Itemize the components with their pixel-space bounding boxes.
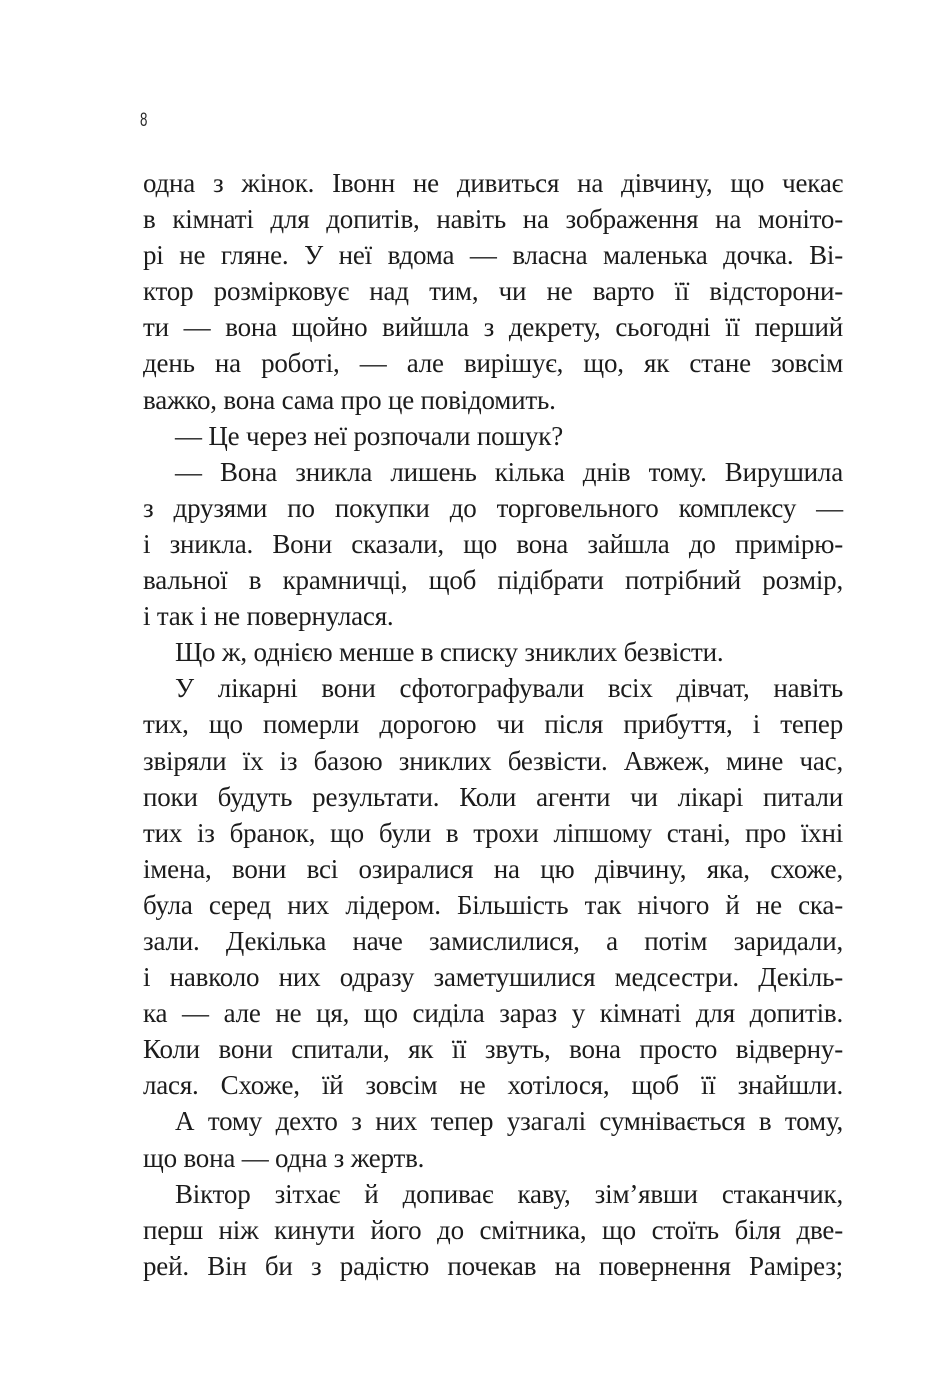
text-line: У лікарні вони сфотографували всіх дівчат, навіть (175, 673, 843, 704)
text-line: ти — вона щойно вийшла з декрету, сьогодні її перший (143, 312, 843, 343)
text-line: А тому дехто з них тепер узагалі сумнівається в тому, (175, 1106, 843, 1137)
text-line: з друзями по покупки до торговельного комплексу — (143, 492, 843, 523)
text-line: Віктор зітхає й допиває каву, зім’явши стаканчик, (175, 1178, 843, 1209)
text-line: одна з жінок. Івонн не дивиться на дівчину, що чекає (143, 168, 843, 198)
text-line: Коли вони спитали, як її звуть, вона просто відверну- (143, 1034, 843, 1065)
text-line: і так і не повернулася. (143, 601, 394, 632)
text-line: — Вона зникла лишень кілька днів тому. Вирушила (175, 456, 843, 487)
text-line: перш ніж кинути його до смітника, що стоїть біля две- (143, 1214, 843, 1245)
text-line: рей. Він би з радістю почекав на повернення Рамірез; (143, 1250, 843, 1281)
text-line: зали. Декілька наче замислилися, а потім заридали, (143, 925, 843, 956)
text-line: день на роботі, — але вирішує, що, як стане зовсім (143, 348, 843, 379)
text-line: ктор розмірковує над тим, чи не варто її відсторони- (143, 276, 843, 307)
text-line: і зникла. Вони сказали, що вона зайшла до примірю- (143, 528, 843, 559)
text-line: звіряли їх із базою зниклих безвісти. Авжеж, мине час, (143, 745, 843, 776)
text-line: що вона — одна з жертв. (143, 1142, 425, 1173)
text-line: тих із бранок, що були в трохи ліпшому стані, про їхні (143, 817, 843, 848)
text-line: важко, вона сама про це повідомить. (143, 384, 556, 415)
text-line: ка — але не ця, що сиділа зараз у кімнаті для допитів. (143, 998, 843, 1029)
text-line: Що ж, однією менше в списку зниклих безвісти. (175, 637, 724, 668)
text-line: поки будуть результати. Коли агенти чи лікарі питали (143, 781, 843, 812)
text-line: і навколо них одразу заметушилися медсестри. Декіль- (143, 962, 843, 993)
text-line: в кімнаті для допитів, навіть на зображення на моніто- (143, 204, 843, 235)
text-line: — Це через неї розпочали пошук? (175, 420, 563, 451)
text-line: лася. Схоже, їй зовсім не хотілося, щоб її знайшли. (143, 1070, 843, 1101)
body-text (143, 165, 843, 1284)
page-number: 8 (140, 110, 148, 131)
text-line: імена, вони всі озиралися на цю дівчину, яка, схоже, (143, 853, 843, 884)
text-line: рі не гляне. У неї вдома — власна маленька дочка. Ві- (143, 240, 843, 271)
text-line: вальної в крамничці, щоб підібрати потрібний розмір, (143, 565, 843, 596)
text-line: тих, що померли дорогою чи після прибуття, і тепер (143, 709, 843, 740)
text-line: була серед них лідером. Більшість так нічого й не ска- (143, 889, 843, 920)
